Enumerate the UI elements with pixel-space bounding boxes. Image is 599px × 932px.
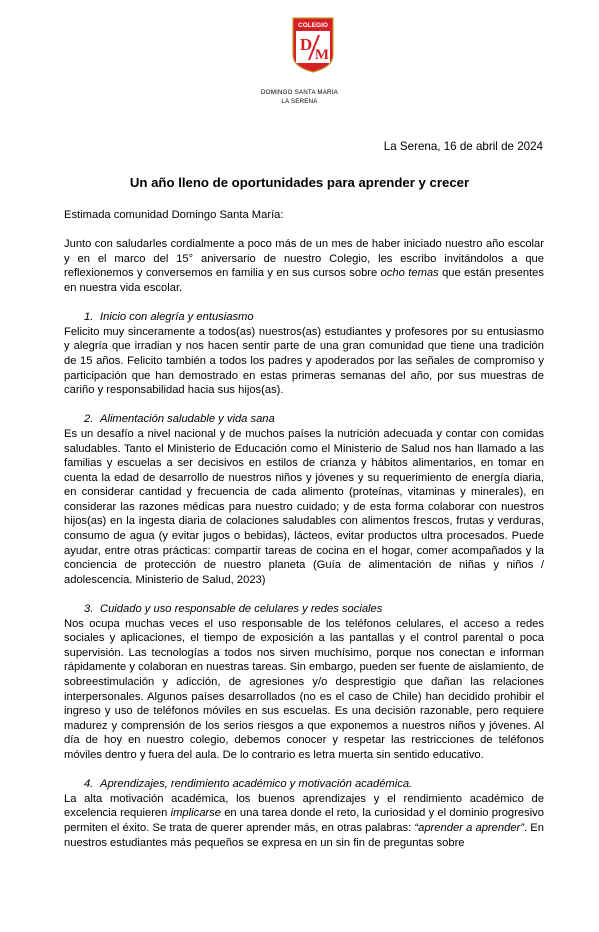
section-number: 3.	[84, 603, 94, 616]
paragraph-text: . En nuestros estudiantes más pequeños se expresa en un sin fin de preguntas sobre	[64, 821, 544, 849]
paragraph-emphasis: “aprender a aprender”	[414, 821, 524, 834]
section-heading-text: Alimentación saludable y vida sana	[100, 413, 275, 426]
section-heading-text: Cuidado y uso responsable de celulares y redes sociales	[100, 603, 383, 616]
svg-text:M: M	[314, 47, 330, 63]
section-heading	[64, 777, 544, 792]
section-paragraph: Felicito muy sinceramente a todos(as) nuestros(as) estudiantes y profesores por su entusiasmo y alegría que irradian y nos hacen sentir parte de una gran comunidad que tiene una tradición de 15 años. Felicito también a todos los padres y apoderados por las señales de compromiso y participación que han demostrado en estas primeras semanas del año, por sus muestras de cariño y responsabilidad hacia sus hijos(as).	[64, 325, 544, 397]
paragraph-text: La alta motivación académica, los buenos aprendizajes y el rendimiento académico de excelencia requieren	[64, 792, 544, 820]
letter-body	[64, 208, 544, 865]
svg-text:COLEGIO: COLEGIO	[298, 22, 328, 29]
intro-text: Junto con saludarles cordialmente a poco más de un mes de haber iniciado nuestro año escolar y en el marco del 15° aniversario de nuestro Colegio, les escribo invitándolos a que reflexionemos y conversemos en familia y en sus cursos sobre	[64, 238, 544, 280]
intro-emphasis: ocho temas	[380, 267, 439, 280]
section-paragraph	[64, 792, 544, 850]
section-heading	[64, 310, 544, 325]
section-3	[64, 602, 544, 763]
section-1	[64, 310, 544, 398]
section-heading-text: Aprendizajes, rendimiento académico y motivación académica.	[100, 778, 413, 791]
greeting: Estimada comunidad Domingo Santa María:	[64, 209, 284, 221]
letter-title: Un año lleno de oportunidades para aprender y crecer	[129, 175, 470, 190]
letter-date: La Serena, 16 de abril de 2024	[383, 140, 543, 153]
section-paragraph: Nos ocupa muchas veces el uso responsable de los teléfonos celulares, el acceso a redes sociales y aplicaciones, el tiempo de exposición a las pantallas y el control parental o poca supervisión. Las tecnologías a todos nos sirven muchísimo, porque nos conectan e informan rápidamente y colaboran en nuestras tareas. Sin embargo, pueden ser fuente de aislamiento, de sobreestimulación y adicción, de agresiones y/o desprestigio que dañan las relaciones interpersonales. Algunos países desarrollados (no es el caso de Chile) han decidido prohibir el ingreso y uso de teléfonos móviles en sus escuelas. Es una decisión razonable, pero requiere madurez y comprensión de los serios riesgos a que exponemos a nuestros niños y jóvenes. Al día de hoy en nuestro colegio, debemos conocer y respetar las restricciones de teléfonos móviles dentro y fuera del aula. De lo contrario es letra muerta sin sentido educativo.	[64, 617, 544, 761]
section-4	[64, 777, 544, 850]
school-name-line1: DOMINGO SANTA MARIA	[261, 89, 338, 96]
school-crest-logo	[292, 17, 334, 73]
svg-text:D: D	[299, 35, 313, 54]
section-paragraph: Es un desafío a nivel nacional y de muchos países la nutrición adecuada y contar con comidas saludables. Tanto el Ministerio de Educación como el Ministerio de Salud nos han llamado a las familias y escuelas a ser decisivos en estilos de crianza y hábitos alimentarios, en tomar en cuenta la edad de desarrollo de nuestros niños y jóvenes y su requerimiento de energía diaria, en considerar cantidad y frecuencia de cada alimento (proteínas, vitaminas y minerales), en considerar las razones médicas para nuestro cuidado; y de esta forma colaborar con nuestros hijos(as) en la ingesta diaria de colaciones saludables con alimentos frescos, frutas y verduras, consumo de agua (y evitar jugos o bebidas), lácteos, evitar productos ultra procesados. Puede ayudar, entre otras prácticas: compartir tareas de cocina en el hogar, comer acompañados y la conciencia de protección de nuestro planeta (Guía de alimentación de niñas y niños / adolescencia. Ministerio de Salud, 2023)	[64, 427, 544, 586]
paragraph-emphasis: implicarse	[170, 807, 221, 820]
paragraph-text: en una tarea donde el reto, la curiosidad y el dominio progresivo permiten el éxito. Se trata de querer aprender más, en otras palabras:	[64, 807, 544, 834]
section-number: 2.	[84, 413, 94, 426]
section-heading-text: Inicio con alegría y entusiasmo	[100, 311, 254, 324]
section-heading	[64, 412, 544, 427]
section-heading	[64, 602, 544, 617]
intro-text-end: que están presentes en nuestra vida escolar.	[64, 267, 544, 294]
school-city: LA SERENA	[281, 97, 318, 105]
section-number: 1.	[84, 311, 94, 324]
section-2	[64, 412, 544, 587]
intro-paragraph	[64, 237, 544, 295]
school-name	[0, 89, 599, 106]
section-number: 4.	[84, 778, 94, 791]
